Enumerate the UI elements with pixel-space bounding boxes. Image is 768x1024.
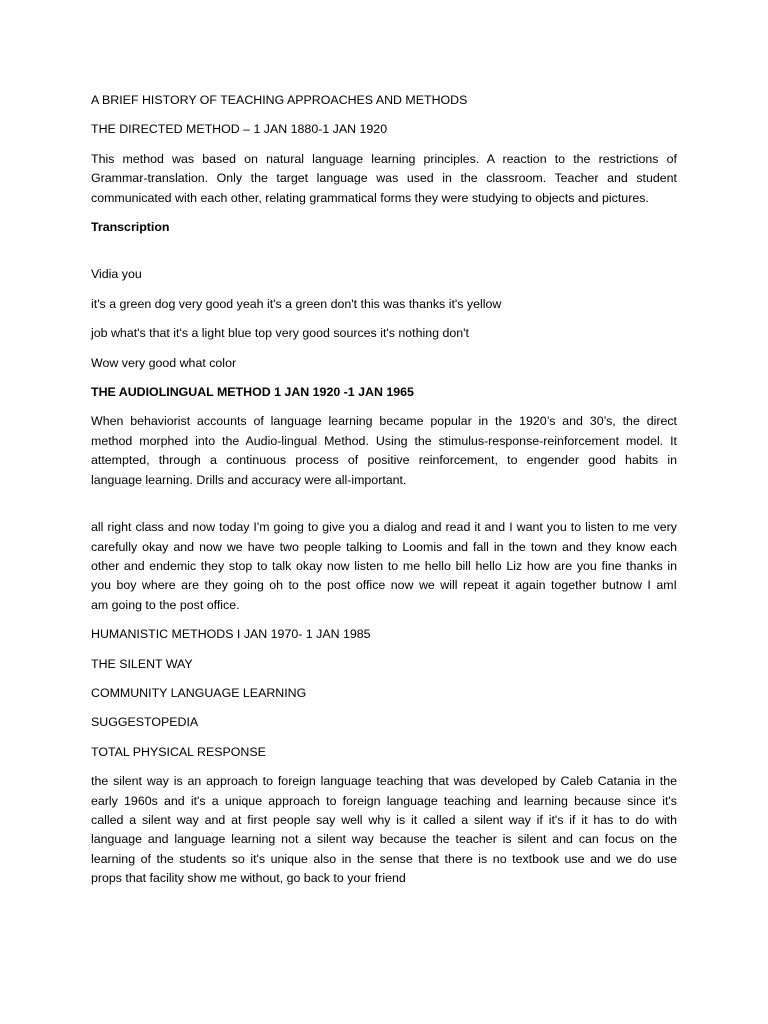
audiolingual-method-paragraph <box>91 412 677 490</box>
paragraph-line: am going to the post office. <box>91 597 240 612</box>
transcript-line: Vidia you <box>91 267 142 282</box>
paragraph-line: This method was based on natural language learning principles. A reaction to the restrictions of <box>91 151 677 166</box>
document-title: A BRIEF HISTORY OF TEACHING APPROACHES AND METHODS <box>91 93 468 107</box>
community-language-learning-heading: COMMUNITY LANGUAGE LEARNING <box>91 685 307 700</box>
silent-way-heading: THE SILENT WAY <box>91 656 193 671</box>
directed-method-paragraph <box>91 150 677 208</box>
paragraph-line: carefully okay and now we have two people talking to Loomis and fall in the town and they know each <box>91 539 677 554</box>
paragraph-line: language learning. Drills and accuracy were all-important. <box>91 472 407 487</box>
audiolingual-method-heading: THE AUDIOLINGUAL METHOD 1 JAN 1920 -1 JAN 1965 <box>91 385 414 400</box>
paragraph-line: learning of the students so it's unique also in the sense that there is no textbook use and we do use <box>91 851 677 866</box>
paragraph-line: all right class and now today I'm going to give you a dialog and read it and I want you to listen to me very <box>91 520 677 535</box>
paragraph-line: called a silent way and at first people say well why is it called a silent way if it's if it has to do with <box>91 812 677 827</box>
paragraph-line: you boy where are they going oh to the post office now we will repeat it again together butnow I amI <box>91 578 677 593</box>
audiolingual-transcript <box>91 518 677 615</box>
total-physical-response-heading: TOTAL PHYSICAL RESPONSE <box>91 744 266 759</box>
paragraph-line: props that facility show me without, go back to your friend <box>91 871 406 886</box>
transcription-label: Transcription <box>91 220 170 235</box>
paragraph-line: early 1960s and it's a unique approach to foreign language teaching and learning because since it's <box>91 793 677 808</box>
paragraph-line: attempted, through a continuous process of positive reinforcement, to engender good habits in <box>91 453 677 468</box>
paragraph-line: the silent way is an approach to foreign language teaching that was developed by Caleb Catania in the <box>91 774 677 789</box>
paragraph-line: Grammar-translation. Only the target language was used in the classroom. Teacher and student <box>91 171 677 186</box>
directed-method-heading: THE DIRECTED METHOD – 1 JAN 1880-1 JAN 1920 <box>91 122 388 137</box>
transcript-line: job what's that it's a light blue top very good sources it's nothing don't <box>91 326 469 341</box>
humanistic-methods-heading: HUMANISTIC METHODS I JAN 1970- 1 JAN 1985 <box>91 627 371 642</box>
transcript-line: Wow very good what color <box>91 355 237 370</box>
paragraph-line: language and language learning not a silent way because the teacher is silent and can focus on the <box>91 832 677 847</box>
paragraph-line: communicated with each other, relating grammatical forms they were studying to objects and pictures. <box>91 190 649 205</box>
silent-way-transcript <box>91 772 677 888</box>
paragraph-line: other and endemic they stop to talk okay now listen to me hello bill hello Liz how are you fine thanks in <box>91 558 677 573</box>
paragraph-line: method morphed into the Audio-lingual Method. Using the stimulus-response-reinforcement model. It <box>91 433 677 448</box>
suggestopedia-heading: SUGGESTOPEDIA <box>91 715 199 730</box>
paragraph-line: When behaviorist accounts of language learning became popular in the 1920’s and 30’s, the direct <box>91 414 677 429</box>
transcript-line: it's a green dog very good yeah it's a green don't this was thanks it's yellow <box>91 296 502 311</box>
